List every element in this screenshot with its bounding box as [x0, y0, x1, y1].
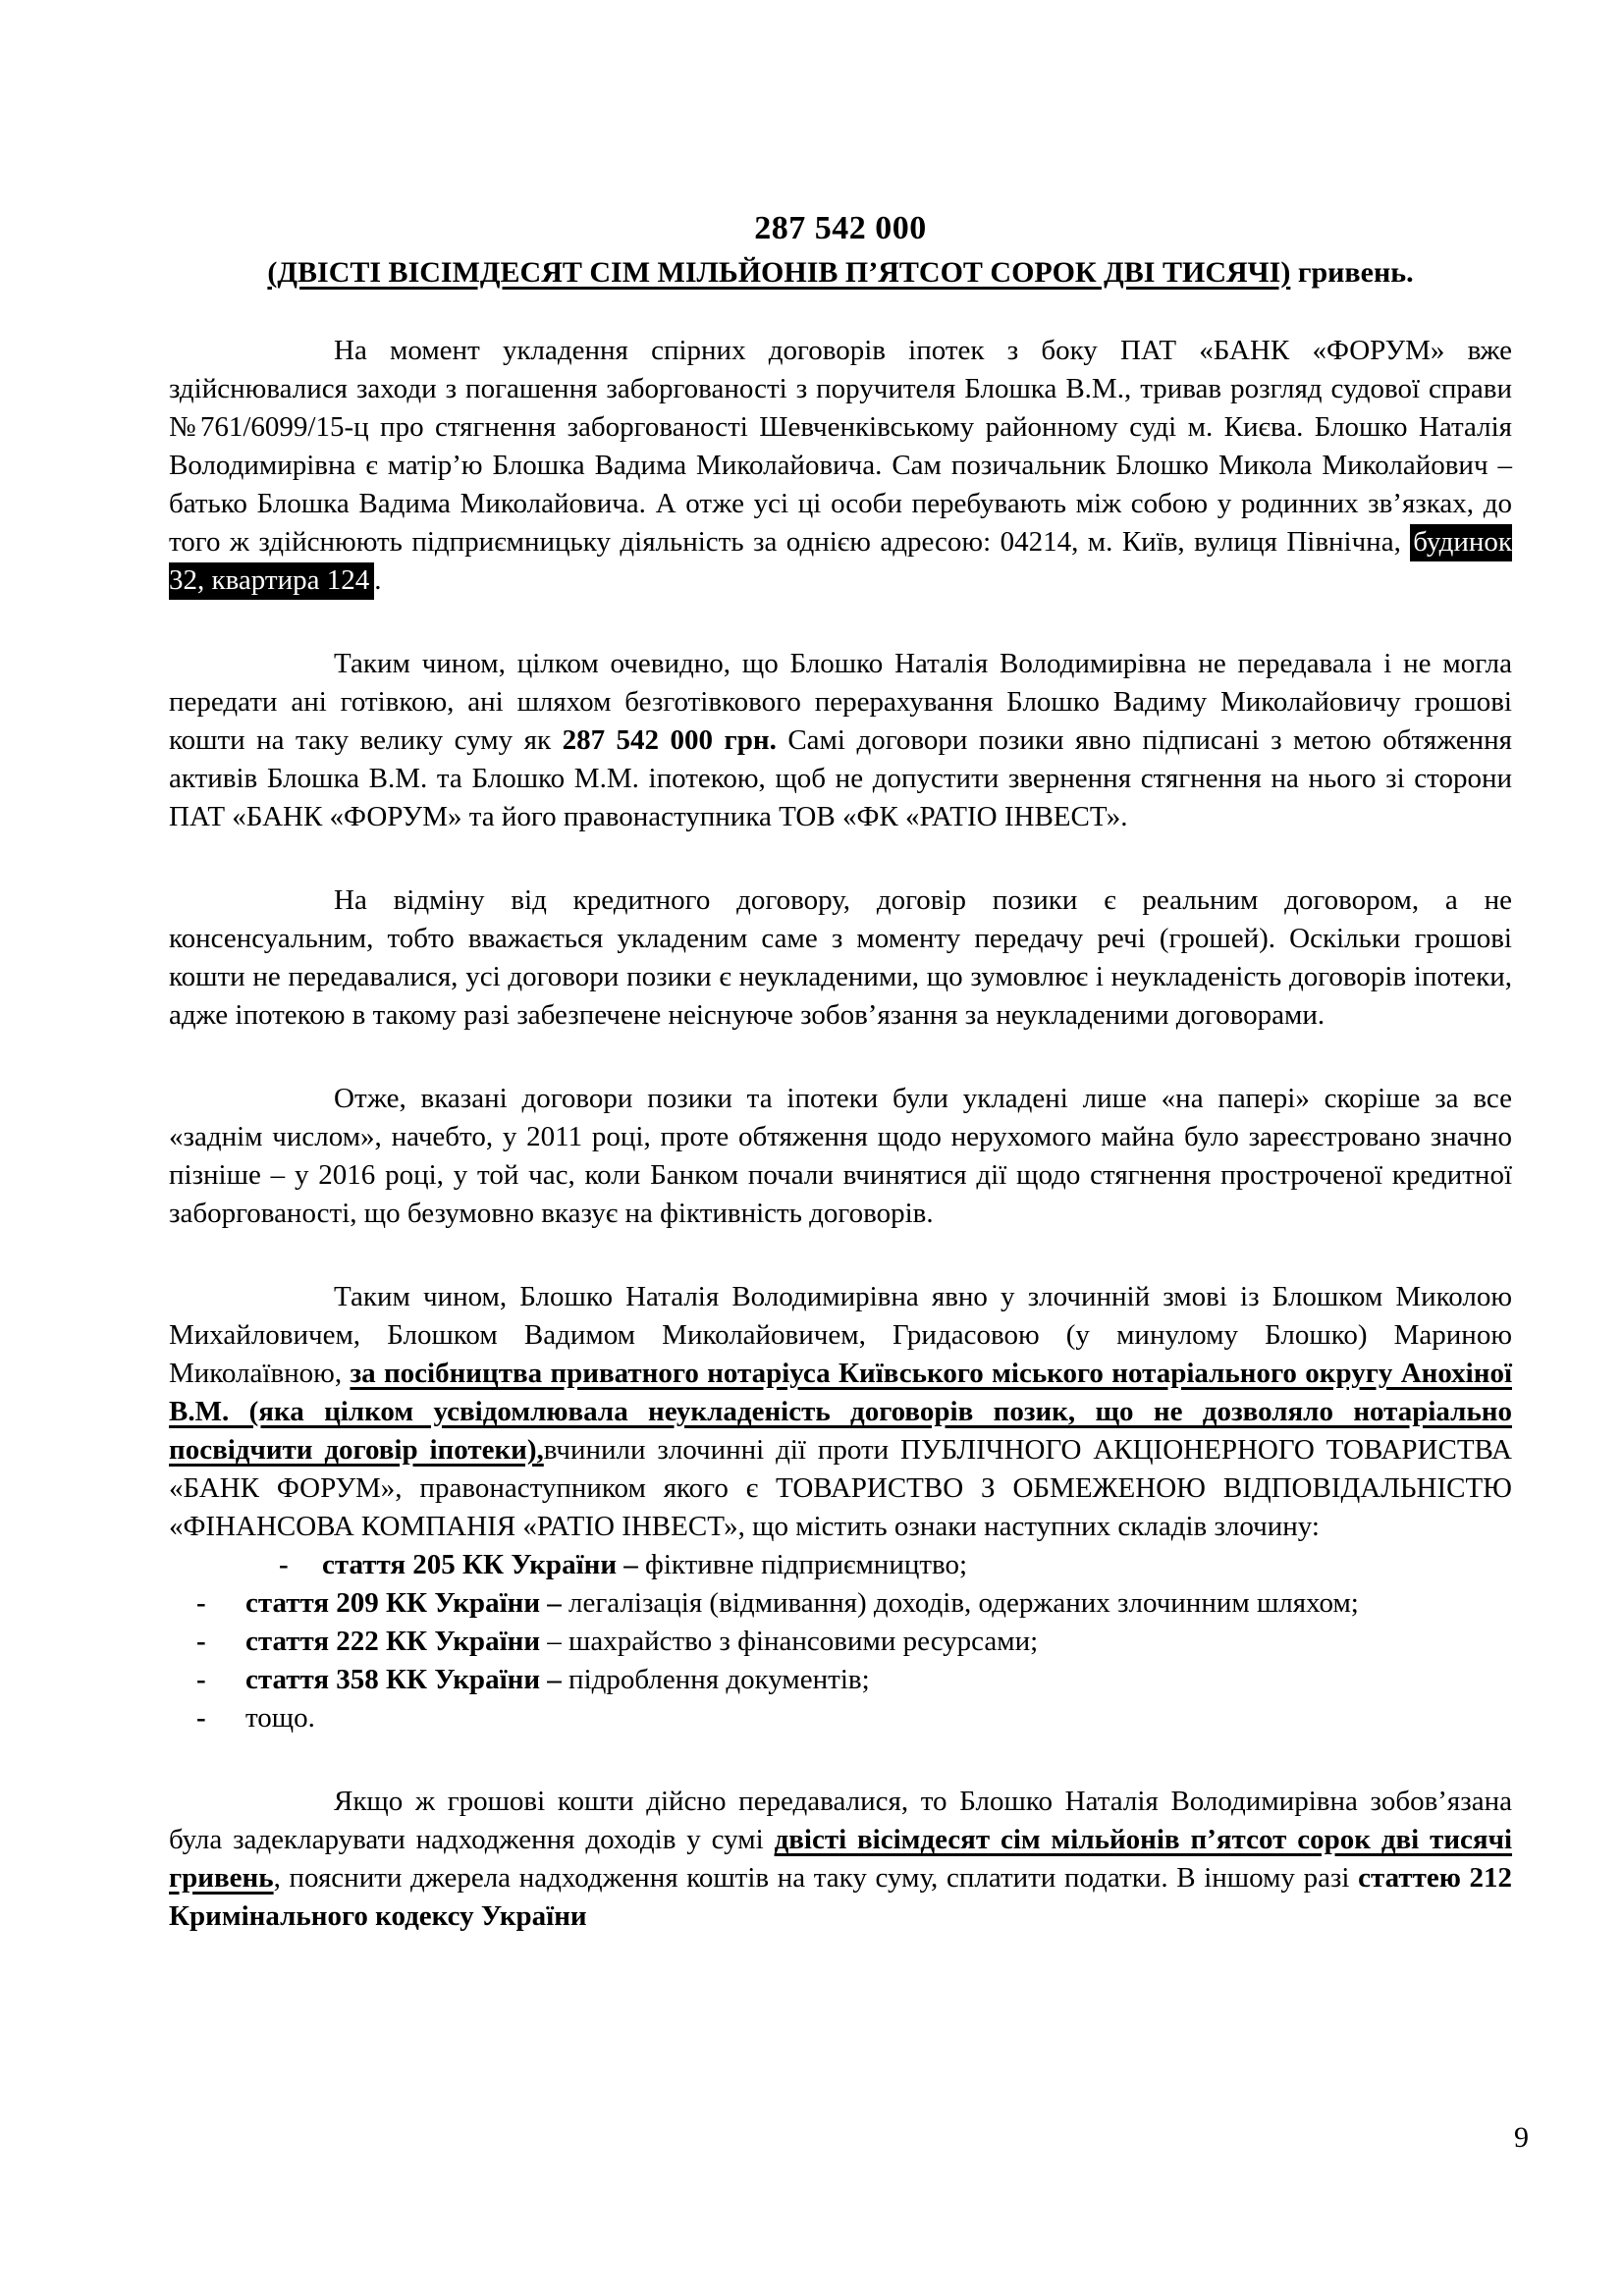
amount-in-words-line	[169, 250, 1512, 294]
emphasized-text: 287 542 000 грн.	[562, 724, 777, 756]
list-item-article-205	[169, 1546, 1512, 1584]
text-run: .	[374, 564, 382, 596]
amount-in-words-underlined: (ДВІСТІ ВІСІМДЕСЯТ СІМ МІЛЬЙОНІВ П’ЯТСОТ СОРОК ДВІ ТИСЯЧІ)	[267, 256, 1291, 289]
list-item-text	[245, 1584, 1512, 1623]
amount-currency-word: гривень.	[1290, 256, 1414, 289]
document-content	[169, 206, 1512, 1981]
text-run: легалізація (відмивання) доходів, одержаних злочинним шляхом;	[568, 1587, 1359, 1619]
text-run: Отже, вказані договори позики та іпотеки були укладені лише «на папері» скоріше за все «заднім числом», начебто, у 2011 році, проте обтяження щодо нерухомого майна було зареєстровано значно пізніше – у 2016 році, у той час, коли Банком почали вчинятися дії щодо стягнення простроченої кредитної заборгованості, що безумовно вказує на фіктивність договорів.	[169, 1083, 1512, 1229]
list-item-article-209	[169, 1584, 1512, 1623]
paragraph-loan-agreement-nature	[169, 881, 1512, 1035]
text-run: вчинили злочинні дії проти ПУБЛІЧНОГО АКЦІОНЕРНОГО ТОВАРИСТВА «БАНК ФОРУМ», правонаступником якого є ТОВАРИСТВО З ОБМЕЖЕНОЮ ВІДПОВІДАЛЬНІСТЮ «ФІНАНСОВА КОМПАНІЯ «РАТІО ІНВЕСТ», що містить ознаки наступних складів злочину:	[169, 1434, 1512, 1542]
text-run: – шахрайство з фінансовими ресурсами;	[540, 1626, 1039, 1657]
text-run: підроблення документів;	[568, 1664, 870, 1695]
emphasized-text: статтею 212 Кримінального кодексу України	[169, 1862, 1513, 1932]
text-run: Самі договори позики явно підписані з метою обтяження активів Блошка В.М. та Блошко М.М. іпотекою, щоб не допустити звернення стягнення на нього зі сторони ПАТ «БАНК «ФОРУМ» та його правонаступника ТОВ «ФК «РАТІО ІНВЕСТ».	[169, 724, 1513, 832]
list-item-text	[245, 1623, 1512, 1661]
list-dash-marker: -	[196, 1587, 206, 1619]
list-item-text	[322, 1546, 1512, 1584]
criminal-articles-list	[169, 1546, 1512, 1737]
text-run: Таким чином, Блошко Наталія Володимирівна явно у злочинній змові із Блошком Миколою Михайловичем, Блошком Вадимом Миколайовичем, Гридасовою (у минулому Блошко) Мариною Миколаївною,	[169, 1281, 1512, 1389]
text-run: Якщо ж грошові кошти дійсно передавалися, то Блошко Наталія Володимирівна зобов’язана була задекларувати надходження доходів у сумі	[169, 1786, 1512, 1855]
paragraph-mortgage-background	[169, 332, 1512, 600]
emphasized-text: стаття 222 КК України	[245, 1626, 541, 1657]
paragraph-criminal-conspiracy	[169, 1278, 1512, 1546]
list-dash-marker: -	[279, 1549, 289, 1580]
page-number: 9	[1514, 2121, 1529, 2154]
list-item-text	[245, 1699, 1512, 1737]
paragraph-backdated-agreements	[169, 1080, 1512, 1233]
text-run: , пояснити джерела надходження коштів на таку суму, сплатити податки. В іншому разі	[273, 1862, 1359, 1894]
list-item-article-358	[169, 1661, 1512, 1699]
emphasized-text: стаття 209 КК України –	[245, 1587, 569, 1619]
emphasized-text: за посібництва приватного нотаріуса Київського міського нотаріального округу Анохіної В.М. (яка цілком усвідомлювала неукладеність договорів позик, що не дозволяло нотаріально посвідчити договір іпотеки),	[169, 1358, 1512, 1466]
text-run: На момент укладення спірних договорів іпотек з боку ПАТ «БАНК «ФОРУМ» вже здійснювалися заходи з погашення заборгованості з поручителя Блошка В.М., тривав розгляд судової справи №761/6099/15-ц про стягнення заборгованості Шевченківському районному суді м. Києва. Блошко Наталія Володимирівна є матір’ю Блошка Вадима Миколайовича. Сам позичальник Блошко Микола Миколайович – батько Блошка Вадима Миколайовича. А отже усі ці особи перебувають між собою у родинних зв’язках, до того ж здійснюють підприємницьку діяльність за однією адресою: 04214, м. Київ, вулиця Північна,	[169, 335, 1512, 558]
list-dash-marker: -	[196, 1664, 206, 1695]
emphasized-text: стаття 358 КК України –	[245, 1664, 569, 1695]
text-run: На відміну від кредитного договору, договір позики є реальним договором, а не консенсуальним, тобто вважається укладеним саме з моменту передачу речі (грошей). Оскільки грошові кошти не передавалися, усі договори позики є неукладеними, що зумовлює і неукладеність договорів іпотеки, адже іпотекою в такому разі забезпечене неіснуюче зобов’язання за неукладеними договорами.	[169, 884, 1512, 1031]
list-dash-marker: -	[196, 1626, 206, 1657]
list-item-article-222	[169, 1623, 1512, 1661]
list-dash-marker: -	[196, 1702, 206, 1734]
text-run: Таким чином, цілком очевидно, що Блошко Наталія Володимирівна не передавала і не могла передати ані готівкою, ані шляхом безготівкового перерахування Блошко Вадиму Миколайовичу грошові кошти на таку велику суму як	[169, 648, 1512, 756]
text-run: тощо.	[245, 1702, 315, 1734]
list-item-etc	[169, 1699, 1512, 1737]
emphasized-text: двісті вісімдесят сім мільйонів п’ятсот сорок дві тисячі гривень	[169, 1824, 1513, 1894]
emphasized-text: стаття 205 КК України –	[322, 1549, 646, 1580]
highlighted-text: будинок 32, квартира 124	[169, 524, 1512, 600]
list-item-text	[245, 1661, 1512, 1699]
text-run: фіктивне підприємництво;	[645, 1549, 968, 1580]
amount-title: 287 542 000	[754, 210, 927, 246]
paragraph-declaration-obligation	[169, 1783, 1512, 1936]
paragraph-funds-not-transferred	[169, 645, 1512, 836]
